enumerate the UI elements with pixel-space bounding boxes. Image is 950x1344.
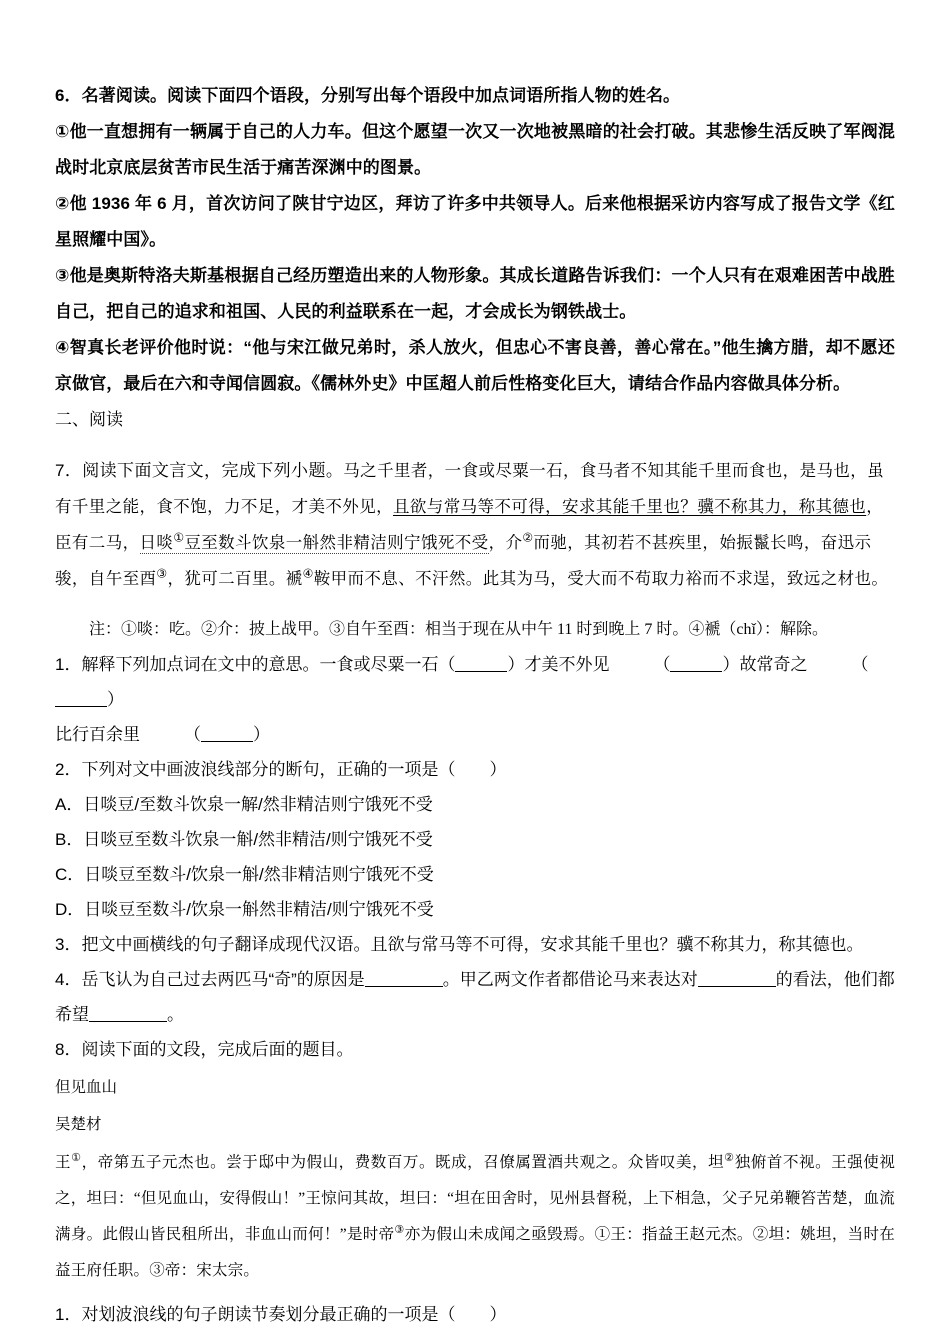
question-7-block: [55, 453, 895, 1033]
sub-1-term-a: 一食或尽粟一石: [319, 655, 439, 674]
sub-1-label: 1．解释下列加点词在文中的意思。: [55, 655, 320, 674]
question-7-stem-prefix: 7．阅读下面文言文，完成下列小题。: [55, 460, 344, 480]
question-7-option-b[interactable]: B．日啖豆至数斗饮泉一斛/然非精洁/则宁饿死不受: [55, 830, 433, 849]
q8-body-part-1: 王: [55, 1154, 72, 1171]
wavy-body: 豆至数斗饮泉一斛然非精洁则宁饿死不受: [184, 532, 489, 552]
sub-1-term-b: 才美不外见: [524, 655, 610, 674]
question-7-option-d[interactable]: D．日啖豆至数斗/饮泉一斛然非精洁/则宁饿死不受: [55, 900, 434, 919]
question-6-block: [55, 78, 895, 402]
answer-blank-c[interactable]: [55, 706, 107, 707]
question-7-sub-1-cont: 比行百余里 （ ）: [55, 725, 270, 744]
passage-wavy-underlined: [139, 530, 489, 554]
question-7-passage: [55, 453, 895, 597]
question-8-sub-1-label: 1．对划波浪线的句子朗读节奏划分最正确的一项是（ ）: [55, 1305, 507, 1324]
question-6-item-3: ③他是奥斯特洛夫斯基根据自己经历塑造出来的人物形象。其成长道路告诉我们：一个人只有在艰难困苦中战胜自己，把自己的追求和祖国、人民的利益联系在一起，才会成长为钢铁战士。: [55, 266, 895, 321]
prose-author: 吴楚材: [55, 1116, 102, 1133]
sub-4-part-3: 的看法，他们都希望: [55, 970, 895, 1024]
question-8-block: [55, 1032, 895, 1332]
passage-part-3: ，介: [488, 532, 523, 552]
footnote-marker-4: ④: [302, 566, 314, 580]
prose-title: 但见血山: [55, 1079, 118, 1096]
question-7-sub-3-label: 3．把文中画横线的句子翻译成现代汉语。且欲与常马等不可得，安求其能千里也？骥不称其力，称其德也。: [55, 935, 864, 954]
answer-blank-reason[interactable]: [365, 986, 443, 987]
question-7-footnotes: 注：①啖：吃。②介：披上战甲。③自午至酉：相当于现在从中午 11 时到晚上 7 时。④褫（chǐ）：解除。: [89, 621, 828, 638]
question-6-stem: 6．名著阅读。阅读下面四个语段，分别写出每个语段中加点词语所指人物的姓名。: [55, 86, 681, 105]
passage-part-6: 鞍甲而不息、不汗然。此其为马，受大而不苟取力裕而不求逞，致远之材也。: [313, 568, 889, 588]
wavy-prefix: 日啖: [139, 532, 174, 552]
answer-blank-view[interactable]: [698, 986, 776, 987]
question-6-item-4: ④智真长老评价他时说：“他与宋江做兄弟时，杀人放火，但忠心不害良善，善心常在。”他生擒方腊，却不愿还京做官，最后在六和寺闻信圆寂。《儒林外史》中匡超人前后性格变化巨大，请结合作品内容做具体分析。: [55, 338, 895, 393]
passage-underlined: 且欲与常马等不可得，安求其能千里也？骥不称其力，称其德也: [393, 496, 867, 516]
q8-body-part-3: 独俯首不视。王强使视之，坦曰：“但见血山，安得假山！”王惊问其故，坦曰：“坦在田舍时，见州县督税，上下相急，父子兄弟鞭笞苦楚，血流满身。此假山皆民租所出，非血山而何！”是时帝: [55, 1154, 896, 1243]
question-7-sub-2-label: 2．下列对文中画波浪线部分的断句，正确的一项是（ ）: [55, 760, 507, 779]
question-8-passage: [55, 1145, 895, 1289]
answer-blank-d[interactable]: [201, 741, 253, 742]
answer-blank-b[interactable]: [670, 671, 722, 672]
passage-part-5: ，犹可二百里。褫: [167, 568, 303, 588]
footnote-marker-2: ②: [522, 530, 534, 544]
sub-4-part-2: 。甲乙两文作者都借论马来表达对: [442, 970, 698, 989]
passage-part-2: ，臣有二马，: [55, 496, 884, 552]
sub-1-term-c: 故常奇之: [739, 655, 808, 674]
question-8-stem: 8．阅读下面的文段，完成后面的题目。: [55, 1040, 354, 1059]
sub-1-term-d: 比行百余里: [55, 725, 140, 744]
footnote-marker-1: ①: [173, 530, 185, 544]
q8-body-part-2: ，帝第五子元杰也。尝于邸中为假山，费数百万。既成，召僚属置酒共观之。众皆叹美，坦: [81, 1154, 725, 1171]
question-7-option-c[interactable]: C．日啖豆至数斗/饮泉一斛/然非精洁则宁饿死不受: [55, 865, 434, 884]
footnote-marker-3: ③: [156, 566, 168, 580]
passage-part-1: 马之千里者，一食或尽粟一石，食马者不知其能千里而食也，是马也，虽有千里之能，食不饱，力不足，才美不外见，: [55, 460, 885, 516]
question-7-sub-4: [55, 962, 895, 1032]
spacer: [55, 1289, 895, 1297]
q8-body-part-4: 亦为假山未成闻之亟毁焉。①王：指益王赵元杰。②坦：姚坦，当时在益王府任职。③帝：宋太宗。: [55, 1226, 896, 1279]
question-6-item-1: ①他一直想拥有一辆属于自己的人力车。但这个愿望一次又一次地被黑暗的社会打破。其悲惨生活反映了军阀混战时北京底层贫苦市民生活于痛苦深渊中的图景。: [55, 122, 895, 177]
q8-footnote-marker-1: ①: [71, 1151, 82, 1164]
sub-4-part-4: 。: [167, 1005, 184, 1024]
q8-footnote-marker-2: ②: [724, 1151, 735, 1164]
question-7-option-a[interactable]: A．日啖豆/至数斗饮泉一解/然非精洁则宁饿死不受: [55, 795, 433, 814]
passage-part-4: 而驰，其初若不甚疾里，始振鬣长鸣，奋迅示骏，自午至酉: [55, 532, 872, 588]
question-7-sub-1: 1．解释下列加点词在文中的意思。一食或尽粟一石（ ）才美不外见 （ ）故常奇之 （）: [55, 655, 869, 709]
section-heading-reading: 二、阅读: [55, 410, 123, 429]
sub-4-part-1: 4．岳飞认为自己过去两匹马“奇”的原因是: [55, 970, 365, 989]
question-6-item-2: ②他 1936 年 6 月，首次访问了陕甘宁边区，拜访了许多中共领导人。后来他根据采访内容写成了报告文学《红星照耀中国》。: [55, 194, 895, 249]
answer-blank-a[interactable]: [455, 671, 507, 672]
answer-blank-hope[interactable]: [89, 1021, 167, 1022]
q8-footnote-marker-3: ③: [394, 1223, 405, 1236]
